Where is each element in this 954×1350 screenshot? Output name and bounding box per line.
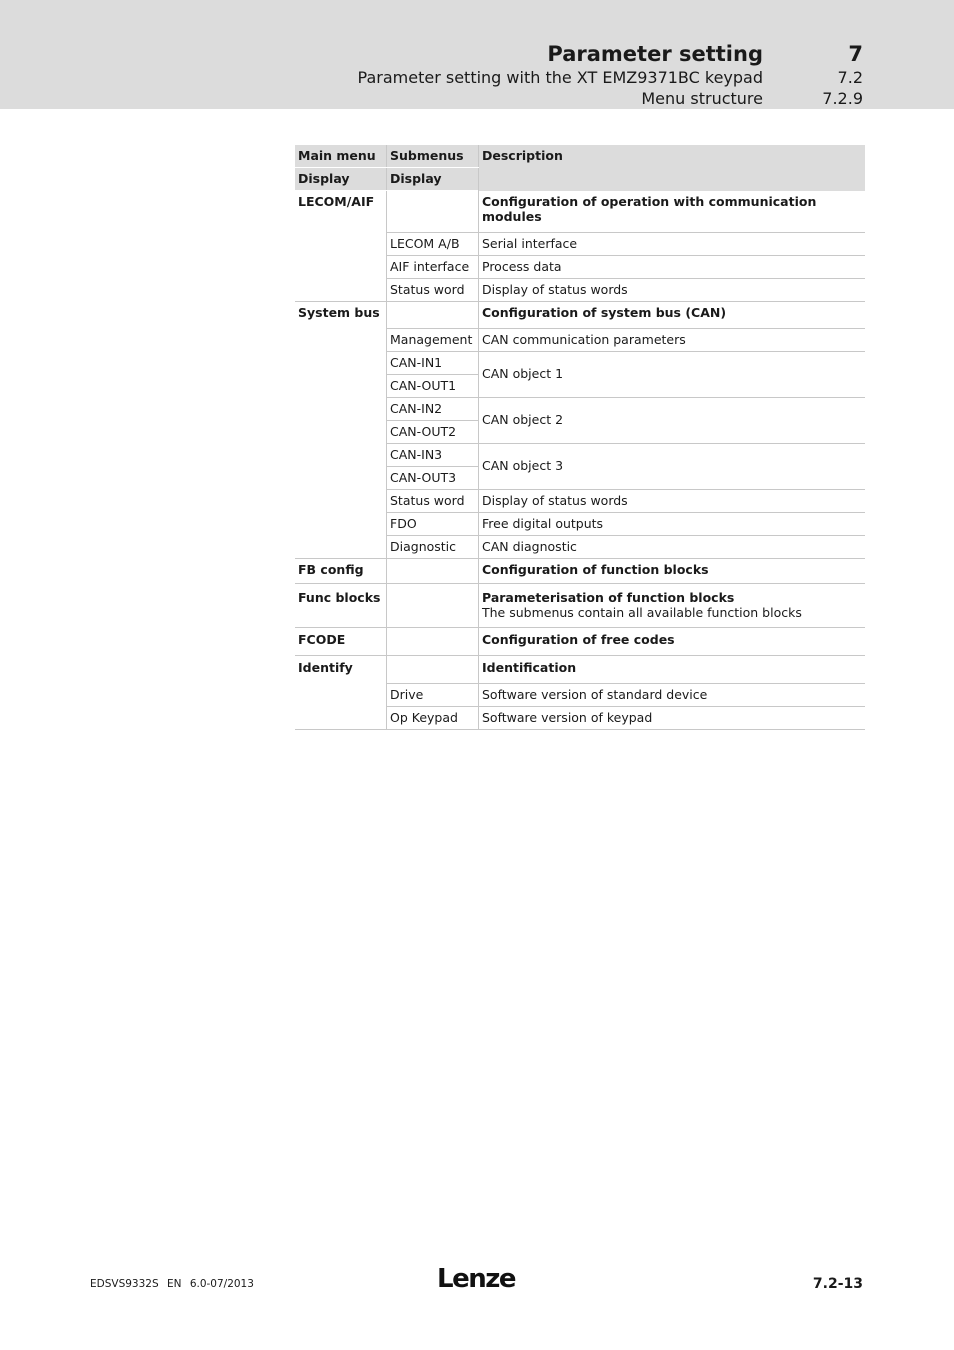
description-can-communication-parameters: CAN communication parameters [479, 328, 866, 351]
submenu-can-in1: CAN-IN1 [387, 351, 479, 374]
footer-doc-id: EDSVS9332S [90, 1278, 159, 1290]
main-menu-fcode: FCODE [295, 627, 387, 655]
column-header-submenus: Submenus [387, 145, 479, 168]
main-menu-func-blocks: Func blocks [295, 583, 387, 627]
submenu-lecom-ab: LECOM A/B [387, 232, 479, 255]
table-row [295, 558, 865, 583]
main-menu-identify: Identify [298, 659, 353, 675]
column-header-description: Description [479, 145, 866, 191]
description-system-bus: Configuration of system bus (CAN) [479, 301, 866, 328]
main-menu-system-bus: System bus [298, 304, 380, 320]
table-row [295, 191, 865, 233]
table-row [295, 489, 865, 512]
submenu-fdo: FDO [387, 512, 479, 535]
table-row [295, 706, 865, 729]
table-row [295, 255, 865, 278]
description-fb-config: Configuration of function blocks [479, 558, 866, 583]
main-menu-lecom-aif: LECOM/AIF [298, 194, 375, 209]
table-row [295, 512, 865, 535]
description-identify: Identification [479, 655, 866, 683]
table-row [295, 627, 865, 655]
submenu-diagnostic: Diagnostic [387, 535, 479, 558]
main-menu-fb-config: FB config [295, 558, 387, 583]
description-status-words: Display of status words [479, 489, 866, 512]
submenu-empty [387, 583, 479, 627]
submenu-can-out1: CAN-OUT1 [387, 374, 479, 397]
table-row [295, 328, 865, 351]
submenu-management: Management [387, 328, 479, 351]
description-free-digital-outputs: Free digital outputs [479, 512, 866, 535]
description-func-blocks-title: Parameterisation of function blocks [482, 589, 735, 605]
submenu-empty [387, 627, 479, 655]
footer-language: EN [166, 1278, 182, 1290]
submenu-empty [387, 655, 479, 683]
table-row [295, 535, 865, 558]
column-header-main-menu: Main menu [295, 145, 387, 168]
submenu-display: Display [387, 168, 479, 191]
main-menu-display: Display [295, 168, 387, 191]
footer-document-info [90, 1278, 259, 1290]
section-number: 7.2 [837, 68, 863, 87]
table-row [295, 301, 865, 328]
table-row [295, 583, 865, 627]
table-row [295, 443, 865, 466]
description-software-version-keypad: Software version of keypad [479, 706, 866, 729]
submenu-empty [387, 301, 479, 328]
submenu-status-word: Status word [387, 489, 479, 512]
page-number: 7.2-13 [812, 1276, 863, 1292]
submenu-can-out3: CAN-OUT3 [387, 466, 479, 489]
submenu-can-in3: CAN-IN3 [387, 443, 479, 466]
description-can-diagnostic: CAN diagnostic [479, 535, 866, 558]
chapter-number: 7 [848, 42, 863, 66]
subsection-title: Menu structure [641, 89, 763, 108]
table-row [295, 232, 865, 255]
table-row [295, 278, 865, 301]
description-process-data: Process data [479, 255, 866, 278]
submenu-aif-interface: AIF interface [387, 255, 479, 278]
table-row [295, 683, 865, 706]
description-can-object-1: CAN object 1 [479, 351, 866, 397]
submenu-can-out2: CAN-OUT2 [387, 420, 479, 443]
submenu-empty [387, 191, 479, 233]
submenu-status-word: Status word [387, 278, 479, 301]
table-row [295, 397, 865, 420]
table-row [295, 351, 865, 374]
description-can-object-2: CAN object 2 [479, 397, 866, 443]
description-func-blocks-note: The submenus contain all available function blocks [482, 604, 802, 620]
description-status-words: Display of status words [479, 278, 866, 301]
lenze-logo: Lenze [437, 1264, 515, 1294]
description-can-object-3: CAN object 3 [479, 443, 866, 489]
section-title: Parameter setting with the XT EMZ9371BC keypad [357, 68, 763, 87]
submenu-empty [387, 558, 479, 583]
table-row [295, 655, 865, 683]
menu-structure-table [295, 145, 865, 730]
description-func-blocks [479, 583, 866, 627]
description-software-version-device: Software version of standard device [479, 683, 866, 706]
submenu-can-in2: CAN-IN2 [387, 397, 479, 420]
footer-version: 6.0-07/2013 [189, 1278, 254, 1290]
submenu-op-keypad: Op Keypad [387, 706, 479, 729]
chapter-title: Parameter setting [547, 42, 763, 66]
description-lecom-aif: Configuration of operation with communication modules [479, 191, 866, 233]
table-header-row [295, 145, 865, 168]
description-serial-interface: Serial interface [479, 232, 866, 255]
submenu-drive: Drive [387, 683, 479, 706]
description-fcode: Configuration of free codes [479, 627, 866, 655]
header-band [0, 0, 954, 109]
subsection-number: 7.2.9 [822, 89, 863, 108]
